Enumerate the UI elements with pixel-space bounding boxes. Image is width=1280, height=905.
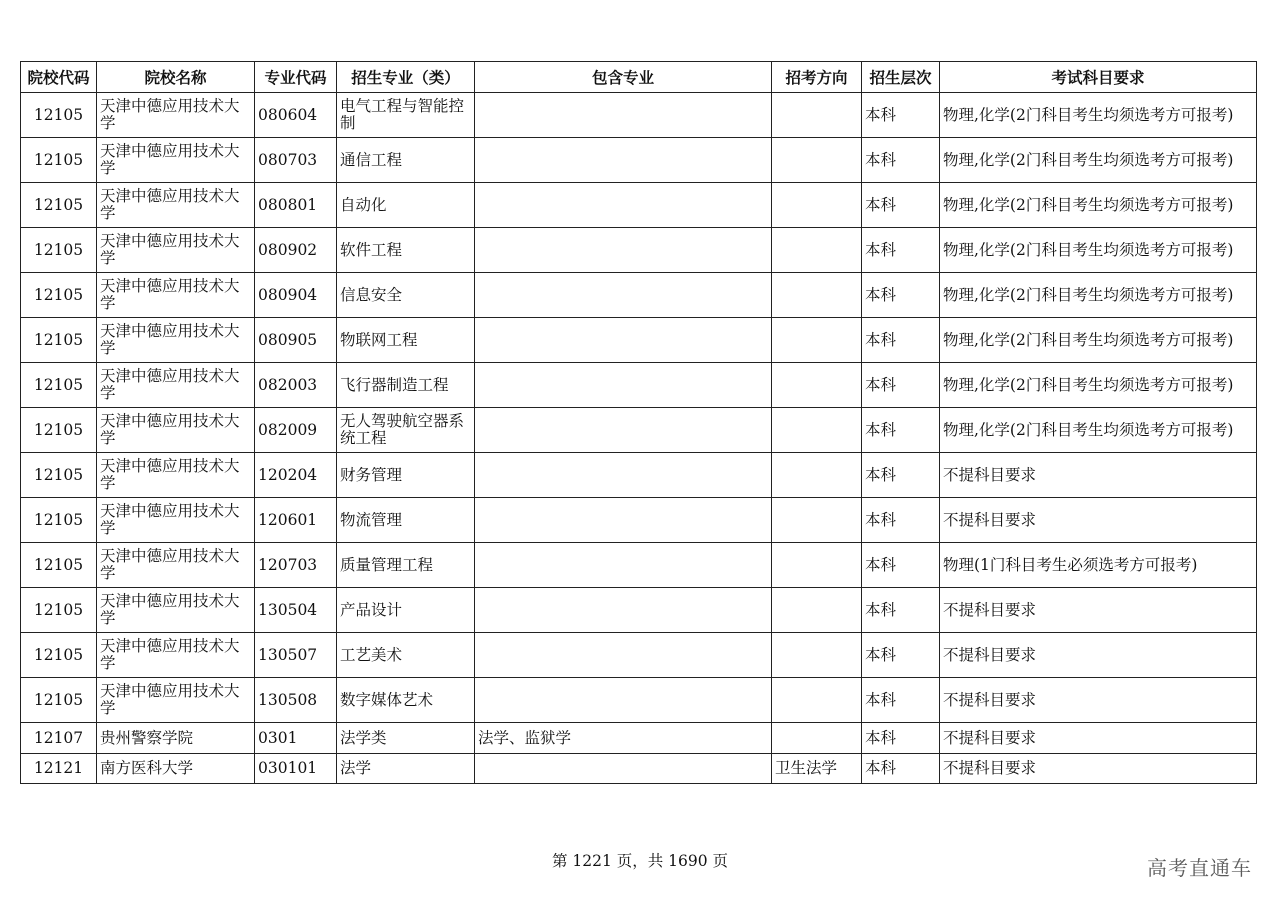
cell-level: 本科 — [862, 183, 940, 228]
cell-level: 本科 — [862, 633, 940, 678]
cell-direction — [772, 633, 862, 678]
cell-direction — [772, 588, 862, 633]
table-row — [21, 318, 1257, 363]
cell-level: 本科 — [862, 93, 940, 138]
cell-subject-requirement: 物理,化学(2门科目考生均须选考方可报考) — [940, 93, 1257, 138]
cell-major-code: 080905 — [255, 318, 337, 363]
cell-subject-requirement: 物理(1门科目考生必须选考方可报考) — [940, 543, 1257, 588]
table-row — [21, 363, 1257, 408]
header-major: 招生专业（类） — [337, 62, 475, 93]
cell-subject-requirement: 物理,化学(2门科目考生均须选考方可报考) — [940, 228, 1257, 273]
cell-major: 质量管理工程 — [337, 543, 475, 588]
cell-included-majors — [475, 318, 772, 363]
header-included-majors: 包含专业 — [475, 62, 772, 93]
cell-level: 本科 — [862, 273, 940, 318]
table-row — [21, 588, 1257, 633]
cell-major: 产品设计 — [337, 588, 475, 633]
cell-level: 本科 — [862, 138, 940, 183]
cell-major: 财务管理 — [337, 453, 475, 498]
cell-subject-requirement: 物理,化学(2门科目考生均须选考方可报考) — [940, 318, 1257, 363]
cell-subject-requirement: 不提科目要求 — [940, 453, 1257, 498]
cell-school-name: 天津中德应用技术大学 — [97, 588, 255, 633]
cell-school-name: 天津中德应用技术大学 — [97, 408, 255, 453]
cell-school-name: 天津中德应用技术大学 — [97, 228, 255, 273]
cell-level: 本科 — [862, 363, 940, 408]
cell-major-code: 080904 — [255, 273, 337, 318]
cell-direction — [772, 183, 862, 228]
table-row — [21, 273, 1257, 318]
cell-direction — [772, 318, 862, 363]
enrollment-table — [20, 61, 1257, 784]
cell-direction — [772, 678, 862, 723]
cell-included-majors — [475, 678, 772, 723]
cell-included-majors — [475, 273, 772, 318]
header-direction: 招考方向 — [772, 62, 862, 93]
cell-level: 本科 — [862, 543, 940, 588]
cell-major: 法学 — [337, 754, 475, 784]
cell-school-name: 天津中德应用技术大学 — [97, 93, 255, 138]
cell-included-majors — [475, 183, 772, 228]
cell-major-code: 030101 — [255, 754, 337, 784]
cell-included-majors: 法学、监狱学 — [475, 723, 772, 754]
cell-major: 物流管理 — [337, 498, 475, 543]
cell-school-name: 天津中德应用技术大学 — [97, 273, 255, 318]
table-row — [21, 408, 1257, 453]
cell-included-majors — [475, 498, 772, 543]
watermark: 高考直通车 — [1147, 856, 1252, 880]
cell-included-majors — [475, 408, 772, 453]
table-row — [21, 93, 1257, 138]
cell-major-code: 082003 — [255, 363, 337, 408]
cell-school-name: 天津中德应用技术大学 — [97, 498, 255, 543]
cell-direction — [772, 93, 862, 138]
cell-level: 本科 — [862, 754, 940, 784]
cell-major: 软件工程 — [337, 228, 475, 273]
cell-school-name: 天津中德应用技术大学 — [97, 543, 255, 588]
cell-major-code: 130504 — [255, 588, 337, 633]
cell-school-name: 天津中德应用技术大学 — [97, 318, 255, 363]
cell-major-code: 080902 — [255, 228, 337, 273]
cell-major: 通信工程 — [337, 138, 475, 183]
cell-school-code: 12105 — [21, 588, 97, 633]
header-school-name: 院校名称 — [97, 62, 255, 93]
cell-major-code: 080801 — [255, 183, 337, 228]
page-footer: 第 1221 页，共 1690 页 — [551, 852, 729, 870]
cell-school-code: 12105 — [21, 363, 97, 408]
cell-school-code: 12105 — [21, 228, 97, 273]
table-row — [21, 183, 1257, 228]
cell-subject-requirement: 不提科目要求 — [940, 723, 1257, 754]
table-row — [21, 498, 1257, 543]
cell-included-majors — [475, 633, 772, 678]
table-row — [21, 723, 1257, 754]
cell-major: 数字媒体艺术 — [337, 678, 475, 723]
cell-subject-requirement: 物理,化学(2门科目考生均须选考方可报考) — [940, 138, 1257, 183]
cell-subject-requirement: 不提科目要求 — [940, 678, 1257, 723]
cell-subject-requirement: 不提科目要求 — [940, 588, 1257, 633]
table-row — [21, 138, 1257, 183]
cell-school-code: 12105 — [21, 138, 97, 183]
cell-school-code: 12105 — [21, 543, 97, 588]
table-row — [21, 633, 1257, 678]
cell-level: 本科 — [862, 498, 940, 543]
cell-school-code: 12105 — [21, 93, 97, 138]
cell-school-name: 南方医科大学 — [97, 754, 255, 784]
cell-included-majors — [475, 93, 772, 138]
cell-major-code: 130508 — [255, 678, 337, 723]
cell-subject-requirement: 不提科目要求 — [940, 754, 1257, 784]
cell-level: 本科 — [862, 588, 940, 633]
cell-subject-requirement: 物理,化学(2门科目考生均须选考方可报考) — [940, 273, 1257, 318]
cell-school-name: 天津中德应用技术大学 — [97, 363, 255, 408]
cell-school-code: 12105 — [21, 453, 97, 498]
header-subject-requirement: 考试科目要求 — [940, 62, 1257, 93]
cell-school-name: 天津中德应用技术大学 — [97, 678, 255, 723]
cell-school-name: 天津中德应用技术大学 — [97, 453, 255, 498]
cell-direction — [772, 363, 862, 408]
cell-major-code: 120703 — [255, 543, 337, 588]
cell-school-code: 12121 — [21, 754, 97, 784]
cell-direction — [772, 498, 862, 543]
cell-school-code: 12105 — [21, 408, 97, 453]
cell-direction: 卫生法学 — [772, 754, 862, 784]
cell-major-code: 080703 — [255, 138, 337, 183]
cell-subject-requirement: 不提科目要求 — [940, 633, 1257, 678]
table-row — [21, 678, 1257, 723]
cell-direction — [772, 453, 862, 498]
cell-direction — [772, 138, 862, 183]
cell-included-majors — [475, 588, 772, 633]
cell-major: 物联网工程 — [337, 318, 475, 363]
cell-school-code: 12105 — [21, 498, 97, 543]
cell-school-code: 12105 — [21, 678, 97, 723]
cell-level: 本科 — [862, 453, 940, 498]
table-row — [21, 543, 1257, 588]
header-major-code: 专业代码 — [255, 62, 337, 93]
cell-level: 本科 — [862, 228, 940, 273]
cell-direction — [772, 543, 862, 588]
cell-subject-requirement: 物理,化学(2门科目考生均须选考方可报考) — [940, 183, 1257, 228]
cell-school-name: 天津中德应用技术大学 — [97, 183, 255, 228]
cell-subject-requirement: 物理,化学(2门科目考生均须选考方可报考) — [940, 363, 1257, 408]
cell-major-code: 0301 — [255, 723, 337, 754]
cell-major-code: 130507 — [255, 633, 337, 678]
cell-direction — [772, 273, 862, 318]
cell-major: 飞行器制造工程 — [337, 363, 475, 408]
cell-level: 本科 — [862, 723, 940, 754]
cell-school-code: 12105 — [21, 318, 97, 363]
table-row — [21, 228, 1257, 273]
cell-major: 信息安全 — [337, 273, 475, 318]
cell-direction — [772, 228, 862, 273]
cell-direction — [772, 408, 862, 453]
table-row — [21, 754, 1257, 784]
cell-major: 电气工程与智能控制 — [337, 93, 475, 138]
cell-major: 自动化 — [337, 183, 475, 228]
cell-major-code: 120601 — [255, 498, 337, 543]
cell-level: 本科 — [862, 408, 940, 453]
cell-school-name: 天津中德应用技术大学 — [97, 138, 255, 183]
cell-direction — [772, 723, 862, 754]
cell-school-code: 12107 — [21, 723, 97, 754]
cell-subject-requirement: 物理,化学(2门科目考生均须选考方可报考) — [940, 408, 1257, 453]
cell-school-name: 天津中德应用技术大学 — [97, 633, 255, 678]
cell-included-majors — [475, 138, 772, 183]
cell-major: 工艺美术 — [337, 633, 475, 678]
cell-major-code: 082009 — [255, 408, 337, 453]
cell-subject-requirement: 不提科目要求 — [940, 498, 1257, 543]
cell-major: 无人驾驶航空器系统工程 — [337, 408, 475, 453]
cell-major-code: 080604 — [255, 93, 337, 138]
cell-level: 本科 — [862, 678, 940, 723]
table-row — [21, 453, 1257, 498]
cell-included-majors — [475, 453, 772, 498]
header-school-code: 院校代码 — [21, 62, 97, 93]
cell-level: 本科 — [862, 318, 940, 363]
table-header-row — [21, 62, 1257, 93]
cell-included-majors — [475, 228, 772, 273]
cell-major-code: 120204 — [255, 453, 337, 498]
cell-included-majors — [475, 363, 772, 408]
header-level: 招生层次 — [862, 62, 940, 93]
cell-included-majors — [475, 543, 772, 588]
cell-major: 法学类 — [337, 723, 475, 754]
cell-school-name: 贵州警察学院 — [97, 723, 255, 754]
cell-included-majors — [475, 754, 772, 784]
cell-school-code: 12105 — [21, 633, 97, 678]
cell-school-code: 12105 — [21, 183, 97, 228]
cell-school-code: 12105 — [21, 273, 97, 318]
